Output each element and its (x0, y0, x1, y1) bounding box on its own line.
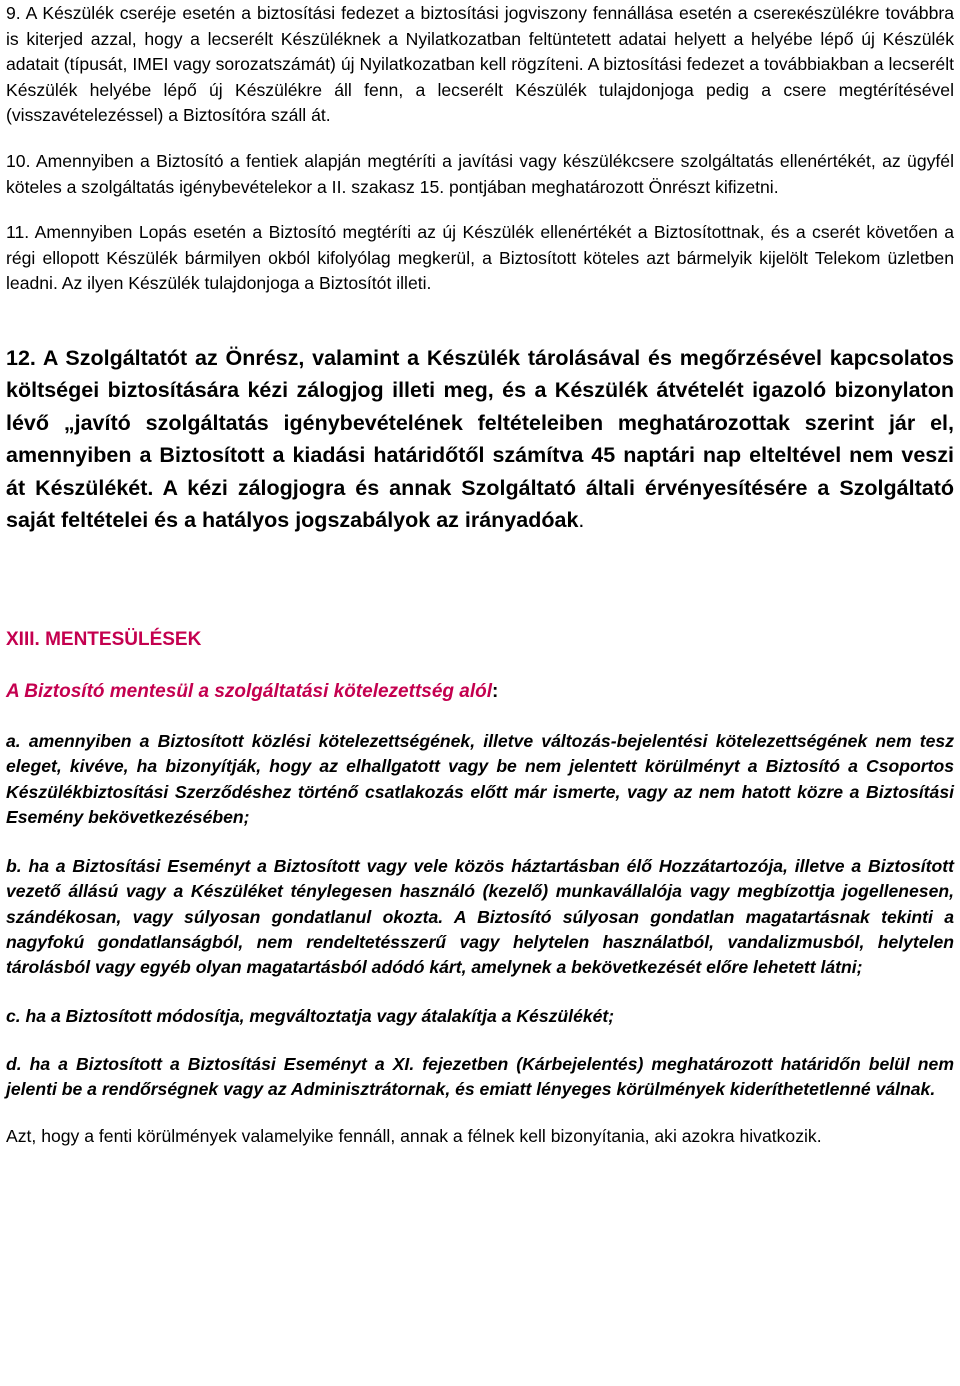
exemption-c: c. ha a Biztosított módosítja, megváltoztatja vagy átalakítja a Készülékét; (6, 1005, 615, 1026)
paragraph-11: 11. Amennyiben Lopás esetén a Biztosító megtéríti az új Készülék ellenértékét a Biztosítottnak, és a cserét követően a régi ellopott Készülék bármilyen okból kifolyólag megkerül, a Biztosított köteles azt bármelyik kijelölt Telekom üzletben leadni. Az ilyen Készülék tulajdonjoga a Biztosítót illeti. (6, 222, 954, 294)
paragraph-10: 10. Amennyiben a Biztosító a fentiek alapján megtéríti a javítási vagy készülékcsere szolgáltatás ellenértékét, az ügyfél köteles a szolgáltatás igénybevételekor a II. szakasz 15. pontjában meghatározott Önrészt kifizetni. (6, 150, 954, 197)
paragraph-9: 9. A Készülék cseréje esetén a biztosítási fedezet a biztosítási jogviszony fennállása esetén a csereкészülékre továbbra is kiterjed azzal, hogy a lecserélt Készüléknek a Nyilatkozatban feltüntetett adatai helyett a helyébe lépő új Készülék adatait (típusát, IMEI vagy sorozatszámát) új Nyilatkozatban kell rögzíteni. A biztosítási fedezet a továbbiakban a lecserélt Készülék helyébe lépő új Készülékre áll fenn, a lecserélt Készülék tulajdonjoga pedig a csere megtérítésével (visszavételezéssel) a Biztosítóra száll át. (6, 3, 954, 126)
paragraph-12 (6, 342, 954, 537)
paragraph-12-period: . (578, 508, 585, 533)
section-title: XIII. MENTESÜLÉSEK (6, 628, 202, 650)
exemption-a: a. amennyiben a Biztosított közlési kötelezettségének, illetve változás-bejelentési kötelezettségének nem tesz eleget, kivéve, ha bizonyítják, hogy az elhallgatott vagy be nem jelentett körülményt a Biztosító a Csoportos Készülékbiztosítási Szerződéshez történő csatlakozás előtt már ismerte, vagy az nem hatott közre a Biztosítási Esemény bekövetkezésében; (6, 730, 954, 827)
section-subtitle-colon: : (492, 680, 499, 702)
paragraph-12-text: 12. A Szolgáltatót az Önrész, valamint a Készülék tárolásával és megőrzésével kapcsolatos költségei biztosítására kézi zálogjog illeti meg, és a Készülék átvételét igazoló bizonylaton lévő „javító szolgáltatás igénybevételének feltételeiben meghatározottak szerint jár el, amennyiben a Biztosított a kiadási határidőtől számítva 45 naptári nap elteltével nem veszi át Készülékét. A kézi zálogjogra és annak Szolgáltató általi érvényesítésére a Szolgáltató saját feltételei és a hatályos jogszabályok az irányadóak (6, 345, 954, 533)
exemption-b: b. ha a Biztosítási Eseményt a Biztosított vagy vele közös háztartásban élő Hozzátartozója, illetve a Biztosított vezető állású vagy a Készüléket ténylegesen használó (kezelő) munkavállalója vagy megbízottja jogellenesen, szándékosan, vagy súlyosan gondatlanul okozta. A Biztosító súlyosan gondatlan magatartásnak tekinti a nagyfokú gondatlanságból, nem rendeltetésszerű vagy helytelen használatból, vandalizmusból, helytelen tárolásból vagy egyéb olyan magatartásból adódó kárt, amelynek a bekövetkezését előre lehetett látni; (6, 856, 954, 978)
closing-paragraph: Azt, hogy a fenti körülmények valamelyike fennáll, annak a félnek kell bizonyítania, aki azokra hivatkozik. (6, 1125, 822, 1146)
document-page (6, 0, 954, 1167)
section-subtitle (6, 679, 954, 705)
exemption-d: d. ha a Biztosított a Biztosítási Eseményt a XI. fejezetben (Kárbejelentés) meghatározott határidőn belül nem jelenti be a rendőrségnek vagy az Adminisztrátornak, és emiatt lényeges körülmények kideríthetetlenné válnak. (6, 1053, 954, 1100)
section-subtitle-text: A Biztosító mentesül a szolgáltatási kötelezettség alól (6, 680, 493, 702)
